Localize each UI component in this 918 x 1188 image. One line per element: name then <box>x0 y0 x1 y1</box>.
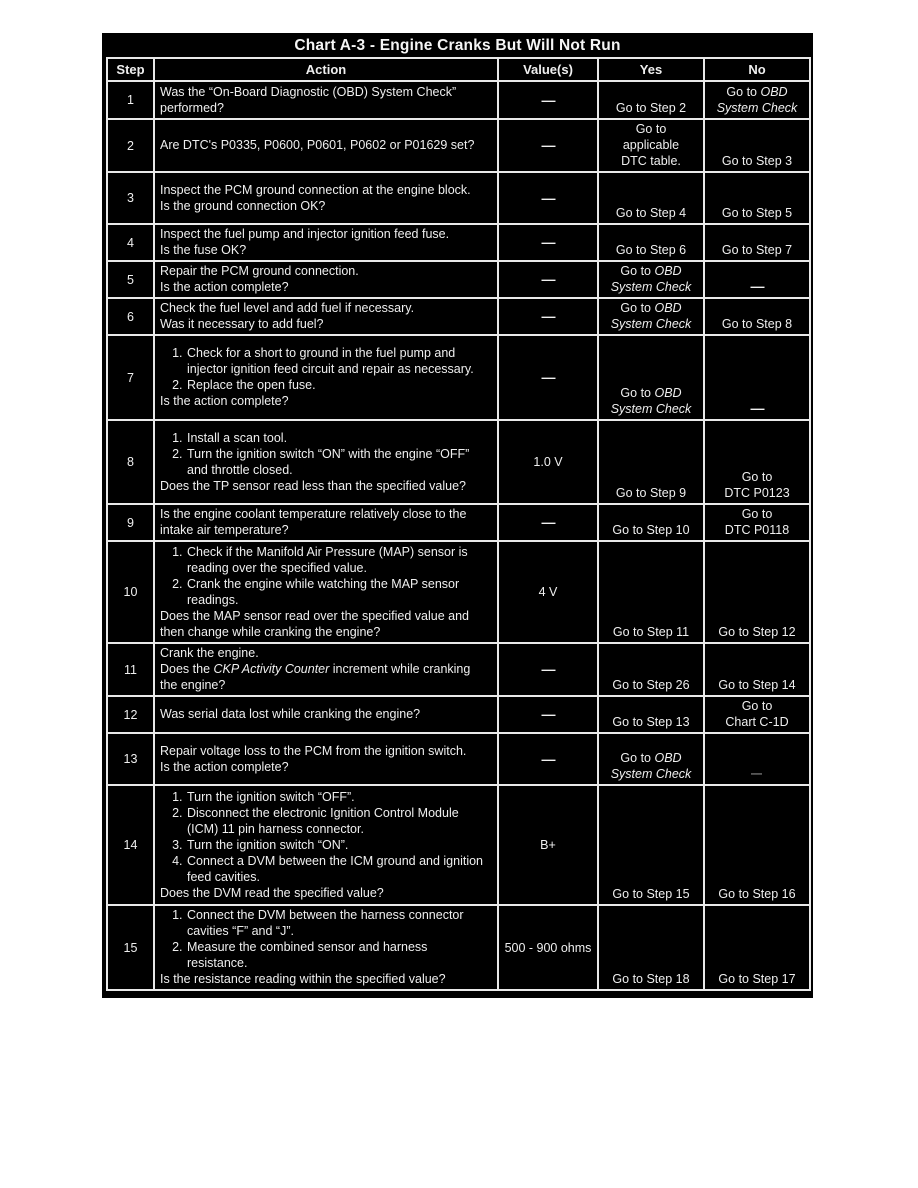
dash: — <box>750 278 764 294</box>
action-cell <box>154 335 498 420</box>
goto-text: Go to Step 5 <box>721 206 793 220</box>
goto-obd: System Check <box>610 280 692 294</box>
goto-text: Go to <box>620 751 655 765</box>
value-cell <box>498 81 598 119</box>
action-statement: Check the fuel level and add fuel if necessary. <box>160 301 415 315</box>
action-question: Does the MAP sensor read over the specified value and then change while cranking the engine? <box>160 608 469 639</box>
action-statement: Crank the engine. <box>160 646 259 660</box>
dash: — <box>541 369 555 385</box>
goto-text: Go to Step 26 <box>612 678 690 692</box>
chart-title: Chart A-3 - Engine Cranks But Will Not Run <box>294 37 621 54</box>
value-cell <box>498 643 598 696</box>
action-cell <box>154 643 498 696</box>
step-cell: 1 <box>107 81 154 119</box>
value-cell <box>498 733 598 785</box>
no-cell <box>704 696 810 733</box>
action-cell <box>154 785 498 905</box>
step-cell: 14 <box>107 785 154 905</box>
value-cell <box>498 298 598 335</box>
goto-text: Go to <box>620 301 655 315</box>
table-row <box>107 420 810 504</box>
value-cell <box>498 905 598 990</box>
goto-obd: System Check <box>716 101 798 115</box>
action-step-item: 1. Install a scan tool. <box>186 430 491 446</box>
table-row <box>107 905 810 990</box>
action-step-item: 2. Crank the engine while watching the MAP sensor readings. <box>186 576 491 608</box>
action-statement: Repair voltage loss to the PCM from the ignition switch. <box>160 743 467 758</box>
no-cell <box>704 420 810 504</box>
yes-cell <box>598 81 704 119</box>
table-row <box>107 81 810 119</box>
goto-text: Go to Step 7 <box>721 243 793 257</box>
no-cell <box>704 119 810 172</box>
value-cell <box>498 785 598 905</box>
goto-obd: OBD <box>760 85 788 99</box>
goto-text: DTC P0123 <box>724 486 790 500</box>
dash: — <box>541 661 555 677</box>
value-text: 500 - 900 ohms <box>504 940 592 955</box>
action-statement: Repair the PCM ground connection. <box>160 264 359 278</box>
step-cell: 12 <box>107 696 154 733</box>
goto-text: Chart C-1D <box>725 715 789 729</box>
table-row <box>107 335 810 420</box>
action-step-item: 1. Turn the ignition switch “OFF”. <box>186 789 491 805</box>
no-cell <box>704 298 810 335</box>
goto-text: Go to Step 8 <box>721 317 793 331</box>
yes-cell <box>598 172 704 224</box>
step-cell: 5 <box>107 261 154 298</box>
action-cell <box>154 905 498 990</box>
goto-text: Go to <box>741 470 773 484</box>
yes-cell <box>598 696 704 733</box>
goto-text: Go to Step 4 <box>615 206 687 220</box>
action-cell <box>154 298 498 335</box>
action-step-item: 1. Check if the Manifold Air Pressure (MAP) sensor is reading over the specified value. <box>186 544 491 576</box>
step-cell: 13 <box>107 733 154 785</box>
action-question: Does the DVM read the specified value? <box>160 885 384 900</box>
yes-cell <box>598 541 704 643</box>
action-step-item: 4. Connect a DVM between the ICM ground and ignition feed cavities. <box>186 853 491 885</box>
yes-cell <box>598 298 704 335</box>
action-cell <box>154 541 498 643</box>
dash: — <box>541 234 555 250</box>
action-steps-list <box>160 789 491 885</box>
table-row <box>107 785 810 905</box>
no-cell <box>704 504 810 541</box>
step-cell: 15 <box>107 905 154 990</box>
goto-text: Go to Step 17 <box>718 972 796 986</box>
step-cell: 3 <box>107 172 154 224</box>
value-cell <box>498 224 598 261</box>
goto-text: Go to <box>741 699 773 713</box>
goto-obd: System Check <box>610 767 692 781</box>
no-cell <box>704 643 810 696</box>
header-row <box>107 58 810 81</box>
goto-obd: OBD <box>654 751 682 765</box>
action-step-item: 2. Measure the combined sensor and harness resistance. <box>186 939 491 971</box>
goto-text: Go to Step 16 <box>718 887 796 901</box>
action-step-item: 2. Disconnect the electronic Ignition Control Module (ICM) 11 pin harness connector. <box>186 805 491 837</box>
value-text: 1.0 V <box>533 455 563 469</box>
yes-cell <box>598 643 704 696</box>
dash: — <box>541 271 555 287</box>
action-cell <box>154 420 498 504</box>
yes-cell <box>598 261 704 298</box>
value-cell <box>498 696 598 733</box>
goto-text: Go to <box>620 386 655 400</box>
action-cell <box>154 504 498 541</box>
goto-text: Go to Step 15 <box>612 887 690 901</box>
question-text: Does the <box>160 662 214 676</box>
value-cell <box>498 119 598 172</box>
action-question: Is the resistance reading within the specified value? <box>160 972 446 986</box>
action-cell <box>154 261 498 298</box>
table-row <box>107 172 810 224</box>
step-cell: 9 <box>107 504 154 541</box>
step-cell: 4 <box>107 224 154 261</box>
action-question: Is the fuse OK? <box>160 243 247 257</box>
col-header-action: Action <box>154 58 498 81</box>
goto-text: Go to Step 13 <box>612 715 690 729</box>
action-cell <box>154 81 498 119</box>
yes-cell <box>598 335 704 420</box>
action-steps-list <box>160 544 491 608</box>
action-step-item: 1. Check for a short to ground in the fuel pump and injector ignition feed circuit and repair as necessary. <box>186 345 491 377</box>
dash: — <box>750 400 764 416</box>
col-header-step: Step <box>107 58 154 81</box>
action-question: Is the action complete? <box>160 280 289 294</box>
value-text: B+ <box>540 838 556 852</box>
goto-text: Go to <box>726 85 761 99</box>
goto-text: Go to Step 18 <box>612 972 690 986</box>
step-cell: 10 <box>107 541 154 643</box>
action-question: Is the engine coolant temperature relatively close to the intake air temperature? <box>160 507 467 537</box>
value-text: 4 V <box>538 585 558 599</box>
table-row <box>107 696 810 733</box>
no-cell <box>704 224 810 261</box>
step-cell: 8 <box>107 420 154 504</box>
no-cell <box>704 733 810 785</box>
no-cell <box>704 335 810 420</box>
ckp-activity-counter-text: CKP Activity Counter <box>213 662 330 676</box>
yes-cell <box>598 224 704 261</box>
goto-text: Go to Step 6 <box>615 243 687 257</box>
action-question: Is the action complete? <box>160 759 289 774</box>
dash: — <box>541 137 555 153</box>
action-statement: Inspect the PCM ground connection at the engine block. <box>160 182 471 197</box>
table-row <box>107 643 810 696</box>
table-row <box>107 541 810 643</box>
goto-text: DTC P0118 <box>724 523 790 537</box>
value-cell <box>498 172 598 224</box>
col-header-values: Value(s) <box>498 58 598 81</box>
goto-text: Go to Step 11 <box>612 625 690 639</box>
goto-text: Go to Step 10 <box>612 523 690 537</box>
diagnostic-chart <box>102 33 813 998</box>
yes-cell <box>598 785 704 905</box>
action-step-item: 1. Connect the DVM between the harness connector cavities “F” and “J”. <box>186 907 491 939</box>
goto-text: Go to Step 12 <box>718 625 796 639</box>
dash: — <box>541 750 555 767</box>
action-cell <box>154 733 498 785</box>
col-header-yes: Yes <box>598 58 704 81</box>
no-cell <box>704 81 810 119</box>
action-question: Is the action complete? <box>160 394 289 408</box>
goto-text: Go to Step 3 <box>721 154 793 168</box>
question-text: increment while cranking the engine? <box>160 662 471 692</box>
dash: — <box>541 514 555 530</box>
goto-obd: OBD <box>654 386 682 400</box>
value-cell <box>498 420 598 504</box>
goto-text: Go to Step 9 <box>615 486 687 500</box>
yes-cell <box>598 733 704 785</box>
action-question: Is the ground connection OK? <box>160 198 326 213</box>
table-row <box>107 261 810 298</box>
table-row <box>107 224 810 261</box>
col-header-no: No <box>704 58 810 81</box>
yes-cell <box>598 905 704 990</box>
action-steps-list <box>160 345 491 393</box>
step-cell: 6 <box>107 298 154 335</box>
action-cell <box>154 172 498 224</box>
goto-obd: System Check <box>610 317 692 331</box>
no-cell <box>704 905 810 990</box>
action-cell <box>154 224 498 261</box>
action-step-item: 2. Turn the ignition switch “ON” with the engine “OFF” and throttle closed. <box>186 446 491 478</box>
action-question: Are DTC's P0335, P0600, P0601, P0602 or P01629 set? <box>160 138 475 152</box>
goto-text: Go to Step 2 <box>615 101 687 115</box>
value-cell <box>498 261 598 298</box>
goto-text: Go to <box>741 507 773 521</box>
table-row <box>107 119 810 172</box>
diagnostic-table <box>106 57 811 991</box>
action-question <box>160 661 491 693</box>
no-cell <box>704 541 810 643</box>
value-cell <box>498 541 598 643</box>
action-question: Was serial data lost while cranking the engine? <box>160 707 421 721</box>
action-step-item: 2. Replace the open fuse. <box>186 377 491 393</box>
step-cell: 7 <box>107 335 154 420</box>
goto-text: Go to Step 14 <box>718 678 796 692</box>
table-row <box>107 504 810 541</box>
value-cell <box>498 335 598 420</box>
table-row <box>107 733 810 785</box>
yes-cell <box>598 420 704 504</box>
goto-text: applicable <box>622 138 680 152</box>
goto-obd: OBD <box>654 264 682 278</box>
goto-obd: System Check <box>610 402 692 416</box>
goto-text: DTC table. <box>621 154 681 168</box>
goto-obd: OBD <box>654 301 682 315</box>
no-cell <box>704 785 810 905</box>
action-statement: Inspect the fuel pump and injector ignition feed fuse. <box>160 227 450 241</box>
dash: — <box>541 308 555 324</box>
table-row <box>107 298 810 335</box>
action-steps-list <box>160 430 491 478</box>
value-cell <box>498 504 598 541</box>
yes-cell <box>598 119 704 172</box>
action-question: Was it necessary to add fuel? <box>160 317 324 331</box>
yes-cell <box>598 504 704 541</box>
dash: — <box>541 91 555 108</box>
step-cell: 2 <box>107 119 154 172</box>
action-step-item: 3. Turn the ignition switch “ON”. <box>186 837 491 853</box>
dash: — <box>541 189 555 206</box>
action-steps-list <box>160 907 491 971</box>
action-cell <box>154 696 498 733</box>
no-cell <box>704 172 810 224</box>
dash: — <box>751 768 763 780</box>
goto-text: Go to <box>620 264 655 278</box>
action-question: Does the TP sensor read less than the specified value? <box>160 478 466 493</box>
action-question: Was the “On-Board Diagnostic (OBD) System Check” performed? <box>160 84 457 115</box>
step-cell: 11 <box>107 643 154 696</box>
no-cell <box>704 261 810 298</box>
goto-text: Go to <box>635 122 667 136</box>
dash: — <box>541 706 555 722</box>
action-cell <box>154 119 498 172</box>
